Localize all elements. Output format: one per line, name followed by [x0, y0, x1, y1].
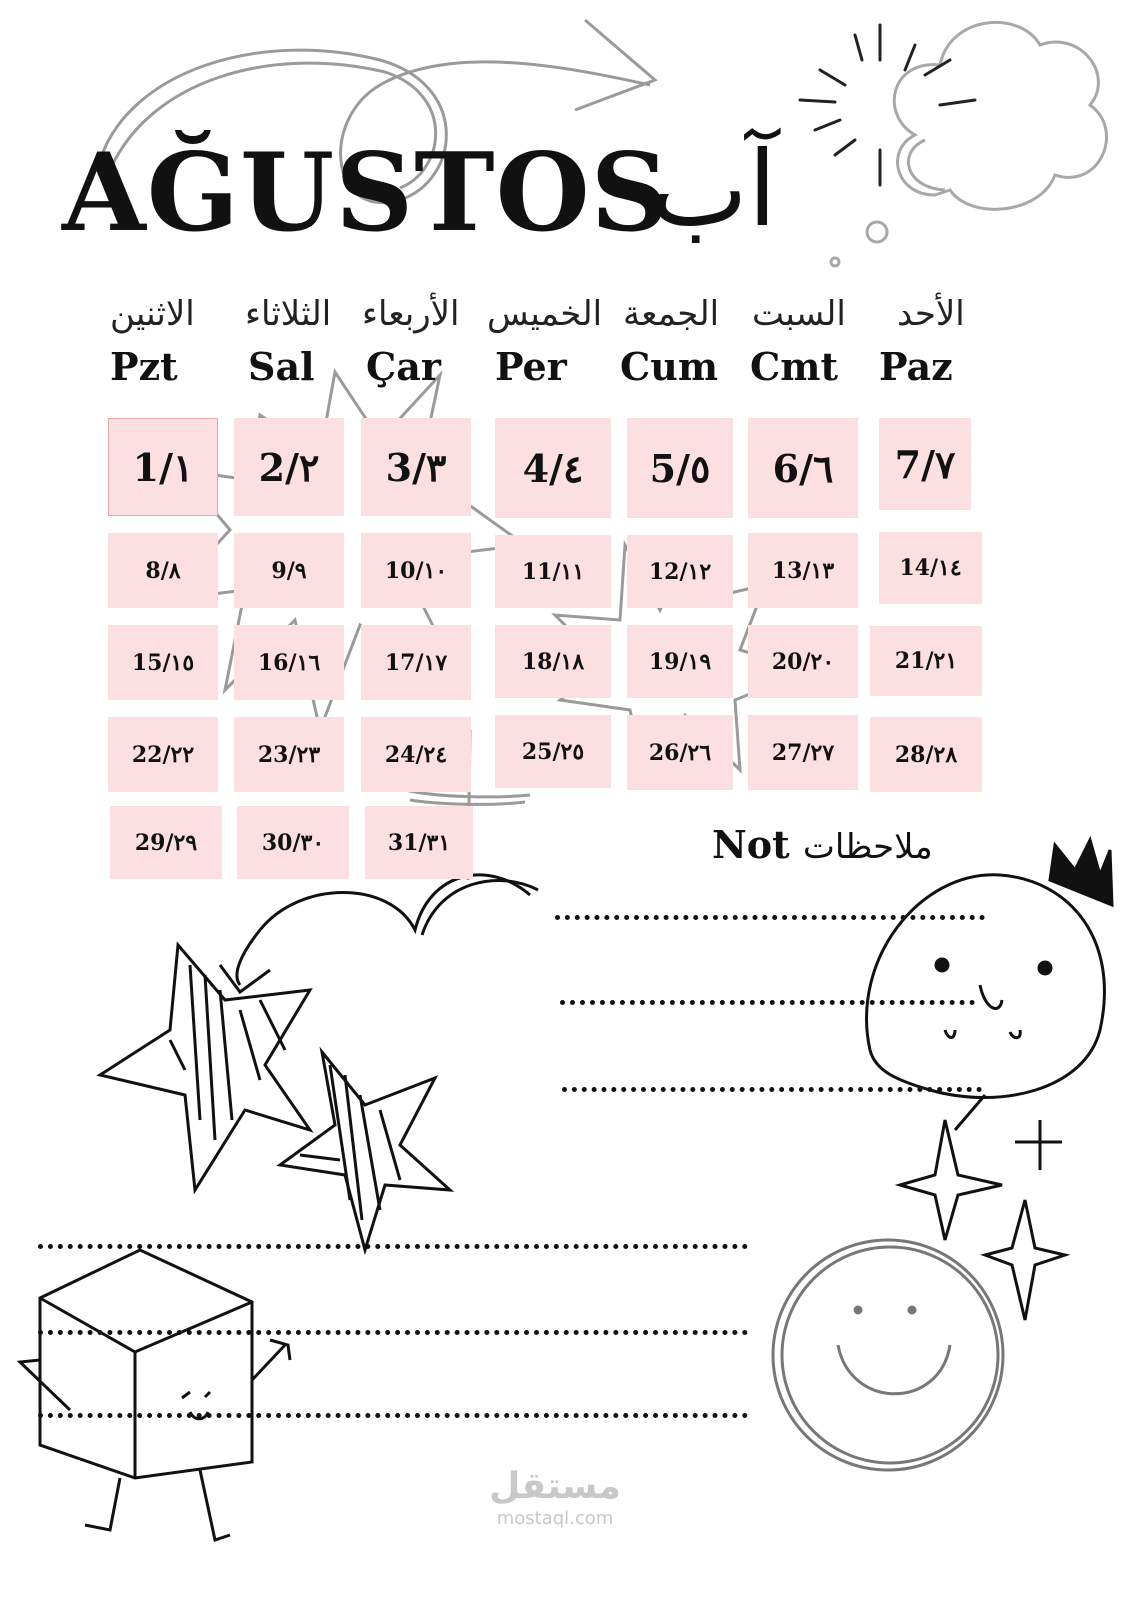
date-cell[interactable]: 19/١٩ [627, 625, 733, 698]
notes-label-latin: Not [712, 822, 790, 867]
date-cell[interactable]: 16/١٦ [234, 625, 344, 700]
date-cell[interactable]: 27/٢٧ [748, 715, 858, 790]
watermark [480, 1466, 630, 1530]
weekday-tr-sat: Cmt [750, 344, 839, 389]
date-cell[interactable]: 24/٢٤ [361, 717, 471, 792]
watermark-latin: mostaql.com [496, 1508, 614, 1529]
date-cell[interactable]: 28/٢٨ [870, 717, 982, 792]
date-cell[interactable]: 22/٢٢ [108, 717, 218, 792]
loop-arrow-doodle [220, 875, 538, 992]
burst-doodle [800, 25, 975, 185]
date-cell[interactable]: 9/٩ [234, 533, 344, 608]
cube-character-doodle [20, 1250, 290, 1540]
notes-line[interactable] [38, 1413, 748, 1418]
notes-line[interactable] [38, 1244, 748, 1249]
notes-line[interactable] [555, 915, 985, 920]
weekday-tr-sun: Paz [879, 344, 953, 389]
date-cell[interactable]: 7/٧ [879, 418, 971, 510]
date-cell[interactable]: 20/٢٠ [748, 625, 858, 698]
date-cell[interactable]: 29/٢٩ [110, 806, 222, 879]
date-cell[interactable]: 30/٣٠ [237, 806, 349, 879]
date-cell[interactable]: 23/٢٣ [234, 717, 344, 792]
date-cell[interactable]: 25/٢٥ [495, 715, 611, 788]
weekday-ar-tue: الثلاثاء [245, 294, 332, 334]
month-title-latin: AĞUSTOS [62, 130, 670, 256]
watermark-arabic: مستقل [489, 1466, 621, 1507]
date-cell[interactable]: 5/٥ [627, 418, 733, 518]
cloud-doodle [831, 22, 1106, 266]
date-cell[interactable]: 6/٦ [748, 418, 858, 518]
notes-line[interactable] [560, 1000, 975, 1005]
date-cell[interactable]: 8/٨ [108, 533, 218, 608]
weekday-tr-tue: Sal [248, 344, 315, 389]
weekday-tr-thu: Per [495, 344, 567, 389]
date-cell[interactable]: 3/٣ [361, 418, 471, 516]
date-cell[interactable]: 26/٢٦ [627, 715, 733, 790]
notes-label-arabic: ملاحظات [802, 827, 933, 867]
smiley-doodle [773, 1240, 1003, 1470]
hatched-star-doodle [100, 945, 450, 1250]
date-cell[interactable]: 2/٢ [234, 418, 344, 516]
weekday-ar-fri: الجمعة [623, 294, 720, 334]
date-cell[interactable]: 11/١١ [495, 535, 611, 608]
weekday-tr-wed: Çar [366, 344, 441, 389]
notes-heading [712, 822, 933, 867]
date-cell[interactable]: 4/٤ [495, 418, 611, 518]
weekday-ar-sun: الأحد [897, 294, 965, 334]
weekday-tr-fri: Cum [620, 344, 719, 389]
date-cell[interactable]: 18/١٨ [495, 625, 611, 698]
weekday-tr-mon: Pzt [110, 344, 178, 389]
notes-line[interactable] [38, 1330, 748, 1335]
weekday-ar-sat: السبت [752, 294, 846, 334]
weekday-ar-mon: الاثنين [110, 294, 195, 334]
date-cell[interactable]: 12/١٢ [627, 535, 733, 608]
date-cell[interactable]: 17/١٧ [361, 625, 471, 700]
date-cell[interactable]: 13/١٣ [748, 533, 858, 608]
date-cell[interactable]: 21/٢١ [870, 626, 982, 696]
weekday-ar-wed: الأربعاء [362, 294, 460, 334]
date-cell[interactable]: 1/١ [108, 418, 218, 516]
date-cell[interactable]: 15/١٥ [108, 625, 218, 700]
month-title-arabic: آب [650, 128, 777, 250]
weekday-ar-thu: الخميس [487, 294, 603, 334]
date-cell[interactable]: 31/٣١ [365, 806, 473, 879]
notes-line[interactable] [562, 1087, 982, 1092]
date-cell[interactable]: 10/١٠ [361, 533, 471, 608]
date-cell[interactable]: 14/١٤ [879, 532, 982, 604]
